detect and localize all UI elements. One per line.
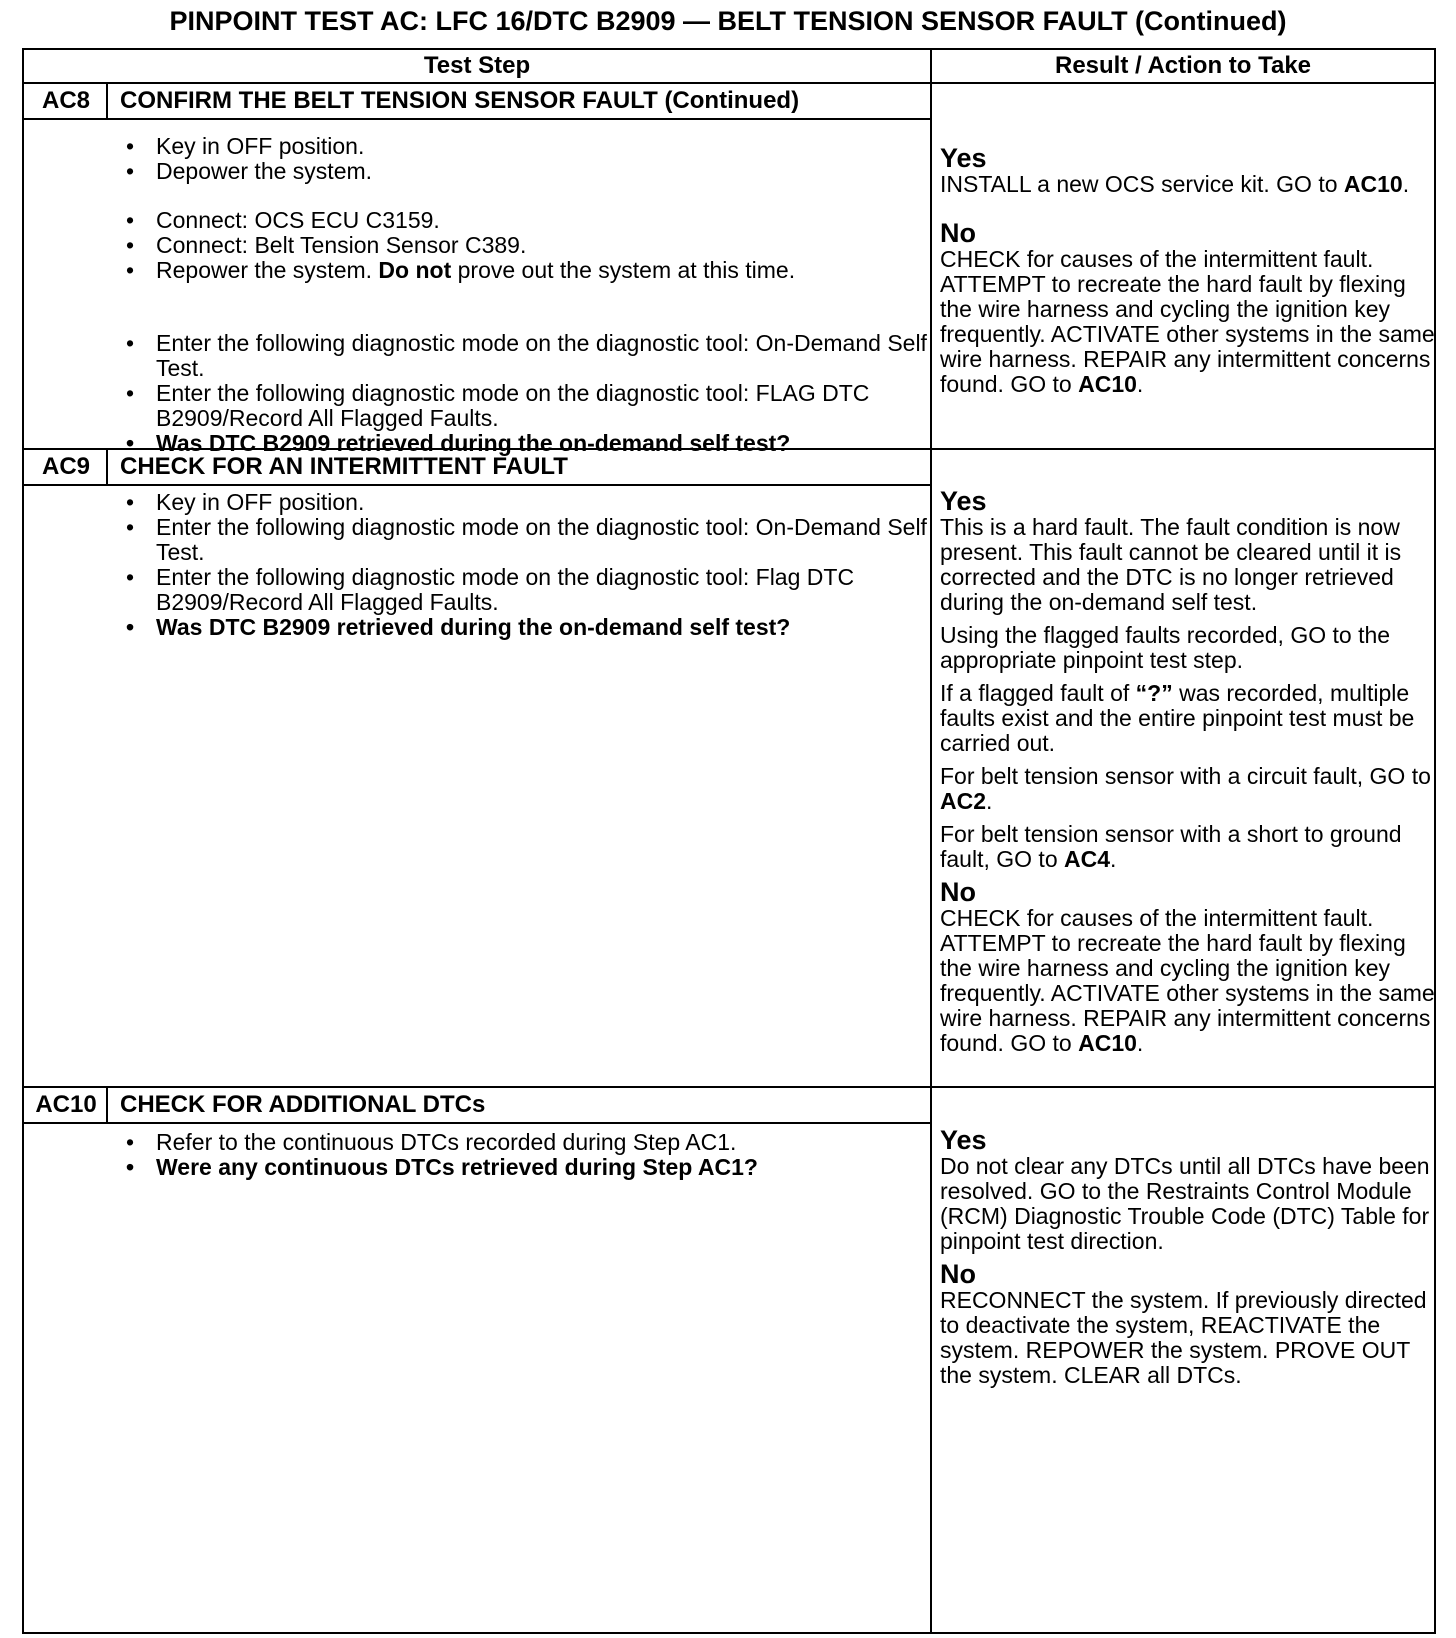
- step-id-ac9: AC9: [41, 453, 90, 480]
- yes-action: [940, 681, 1436, 756]
- header-test-step: Test Step: [423, 52, 531, 79]
- yes-action: This is a hard fault. The fault condition is now present. This fault cannot be cleared until it is corrected and the DTC is no longer retrieved during the on-demand self test.: [940, 514, 1402, 615]
- yes-label: Yes: [940, 486, 987, 516]
- yes-action: [940, 172, 1436, 197]
- ac9-step-list: [120, 490, 940, 640]
- header-bottom-line: [24, 82, 1434, 84]
- no-action: RECONNECT the system. If previously directed to deactivate the system, REACTIVATE the system. REPOWER the system. PROVE OUT the system. CLEAR all DTCs.: [940, 1287, 1427, 1388]
- period: .: [986, 788, 993, 814]
- goto-step: AC10: [1078, 1030, 1137, 1056]
- yes-label: Yes: [940, 143, 987, 173]
- no-action: [940, 906, 1436, 1056]
- pinpoint-test-table: [22, 48, 1436, 1634]
- period: .: [1136, 1030, 1144, 1056]
- list-item: • Connect: Belt Tension Sensor C389.: [120, 233, 940, 258]
- action-text: For belt tension sensor with a circuit fault, GO to: [940, 763, 1431, 789]
- list-item: • Key in OFF position.: [120, 134, 940, 159]
- period: .: [1402, 171, 1410, 197]
- action-text: For belt tension sensor with a short to ground fault, GO to: [940, 821, 1402, 872]
- period: .: [1136, 371, 1144, 397]
- list-item: [120, 258, 940, 283]
- no-label: No: [940, 877, 976, 907]
- step-title-ac9: CHECK FOR AN INTERMITTENT FAULT: [120, 453, 568, 480]
- goto-step: AC10: [1078, 371, 1137, 397]
- do-not-emphasis: Do not: [378, 257, 452, 283]
- period: .: [1110, 846, 1117, 872]
- list-item: • Depower the system.: [120, 159, 940, 184]
- list-item: • Enter the following diagnostic mode on the diagnostic tool: On-Demand Self Test.: [120, 331, 940, 381]
- no-action: [940, 247, 1436, 397]
- ac9-result: [940, 487, 1436, 1056]
- list-item: • Enter the following diagnostic mode on the diagnostic tool: On-Demand Self Test.: [120, 515, 940, 565]
- step-text: Repower the system.: [156, 257, 373, 283]
- ac8-result: [940, 144, 1436, 397]
- yes-label: Yes: [940, 1125, 987, 1155]
- step-title-ac10: CHECK FOR ADDITIONAL DTCs: [120, 1091, 486, 1118]
- step-id-ac10: AC10: [35, 1091, 97, 1118]
- yes-action: [940, 822, 1436, 872]
- list-item: • Key in OFF position.: [120, 490, 940, 515]
- goto-step: AC2: [940, 788, 987, 814]
- action-text: CHECK for causes of the intermittent fault. ATTEMPT to recreate the hard fault by flexing the wire harness and cycling the ignition key frequently. ACTIVATE other systems in the same wire harness. REPAIR any intermittent concerns found. GO to: [940, 246, 1435, 397]
- step-text: prove out the system at this time.: [451, 257, 796, 283]
- list-item: • Was DTC B2909 retrieved during the on-demand self test?: [120, 431, 940, 456]
- header-result-action: Result / Action to Take: [1054, 52, 1312, 79]
- no-label: No: [940, 218, 976, 248]
- no-label: No: [940, 1259, 976, 1289]
- goto-step: AC10: [1343, 171, 1403, 197]
- ac10-step-list: [120, 1130, 940, 1180]
- ac10-title-underline: [24, 1122, 930, 1124]
- ac9-row-bottom-line: [24, 1086, 1434, 1088]
- list-item: • Refer to the continuous DTCs recorded during Step AC1.: [120, 1130, 940, 1155]
- list-item: • Were any continuous DTCs retrieved during Step AC1?: [120, 1155, 940, 1180]
- yes-action: Using the flagged faults recorded, GO to the appropriate pinpoint test step.: [940, 622, 1391, 673]
- list-item: • Enter the following diagnostic mode on the diagnostic tool: FLAG DTC B2909/Record All Flagged Faults.: [120, 381, 940, 431]
- document-title: PINPOINT TEST AC: LFC 16/DTC B2909 — BELT TENSION SENSOR FAULT (Continued): [169, 6, 1287, 36]
- question-mark-code: “?”: [1135, 680, 1173, 706]
- ac9-title-underline: [24, 484, 930, 486]
- ac8-step-list: [120, 134, 940, 456]
- list-item: • Enter the following diagnostic mode on the diagnostic tool: Flag DTC B2909/Record All Flagged Faults.: [120, 565, 940, 615]
- yes-action: Do not clear any DTCs until all DTCs have been resolved. GO to the Restraints Control Module (RCM) Diagnostic Trouble Code (DTC) Table for pinpoint test direction.: [940, 1153, 1430, 1254]
- action-text: was recorded, multiple faults exist and the entire pinpoint test must be carried out.: [940, 680, 1415, 756]
- action-text: INSTALL a new OCS service kit. GO to: [940, 171, 1344, 197]
- ac8-title-underline: [24, 118, 930, 120]
- list-item: • Connect: OCS ECU C3159.: [120, 208, 940, 233]
- yes-action: [940, 764, 1436, 814]
- action-text: If a flagged fault of: [940, 680, 1136, 706]
- step-title-ac8: CONFIRM THE BELT TENSION SENSOR FAULT (Continued): [120, 87, 800, 114]
- list-item: • Was DTC B2909 retrieved during the on-demand self test?: [120, 615, 940, 640]
- ac10-result: [940, 1126, 1436, 1388]
- goto-step: AC4: [1064, 846, 1111, 872]
- action-text: CHECK for causes of the intermittent fault. ATTEMPT to recreate the hard fault by flexing the wire harness and cycling the ignition key frequently. ACTIVATE other systems in the same wire harness. REPAIR any intermittent concerns found. GO to: [940, 905, 1435, 1056]
- step-id-ac8: AC8: [41, 87, 90, 114]
